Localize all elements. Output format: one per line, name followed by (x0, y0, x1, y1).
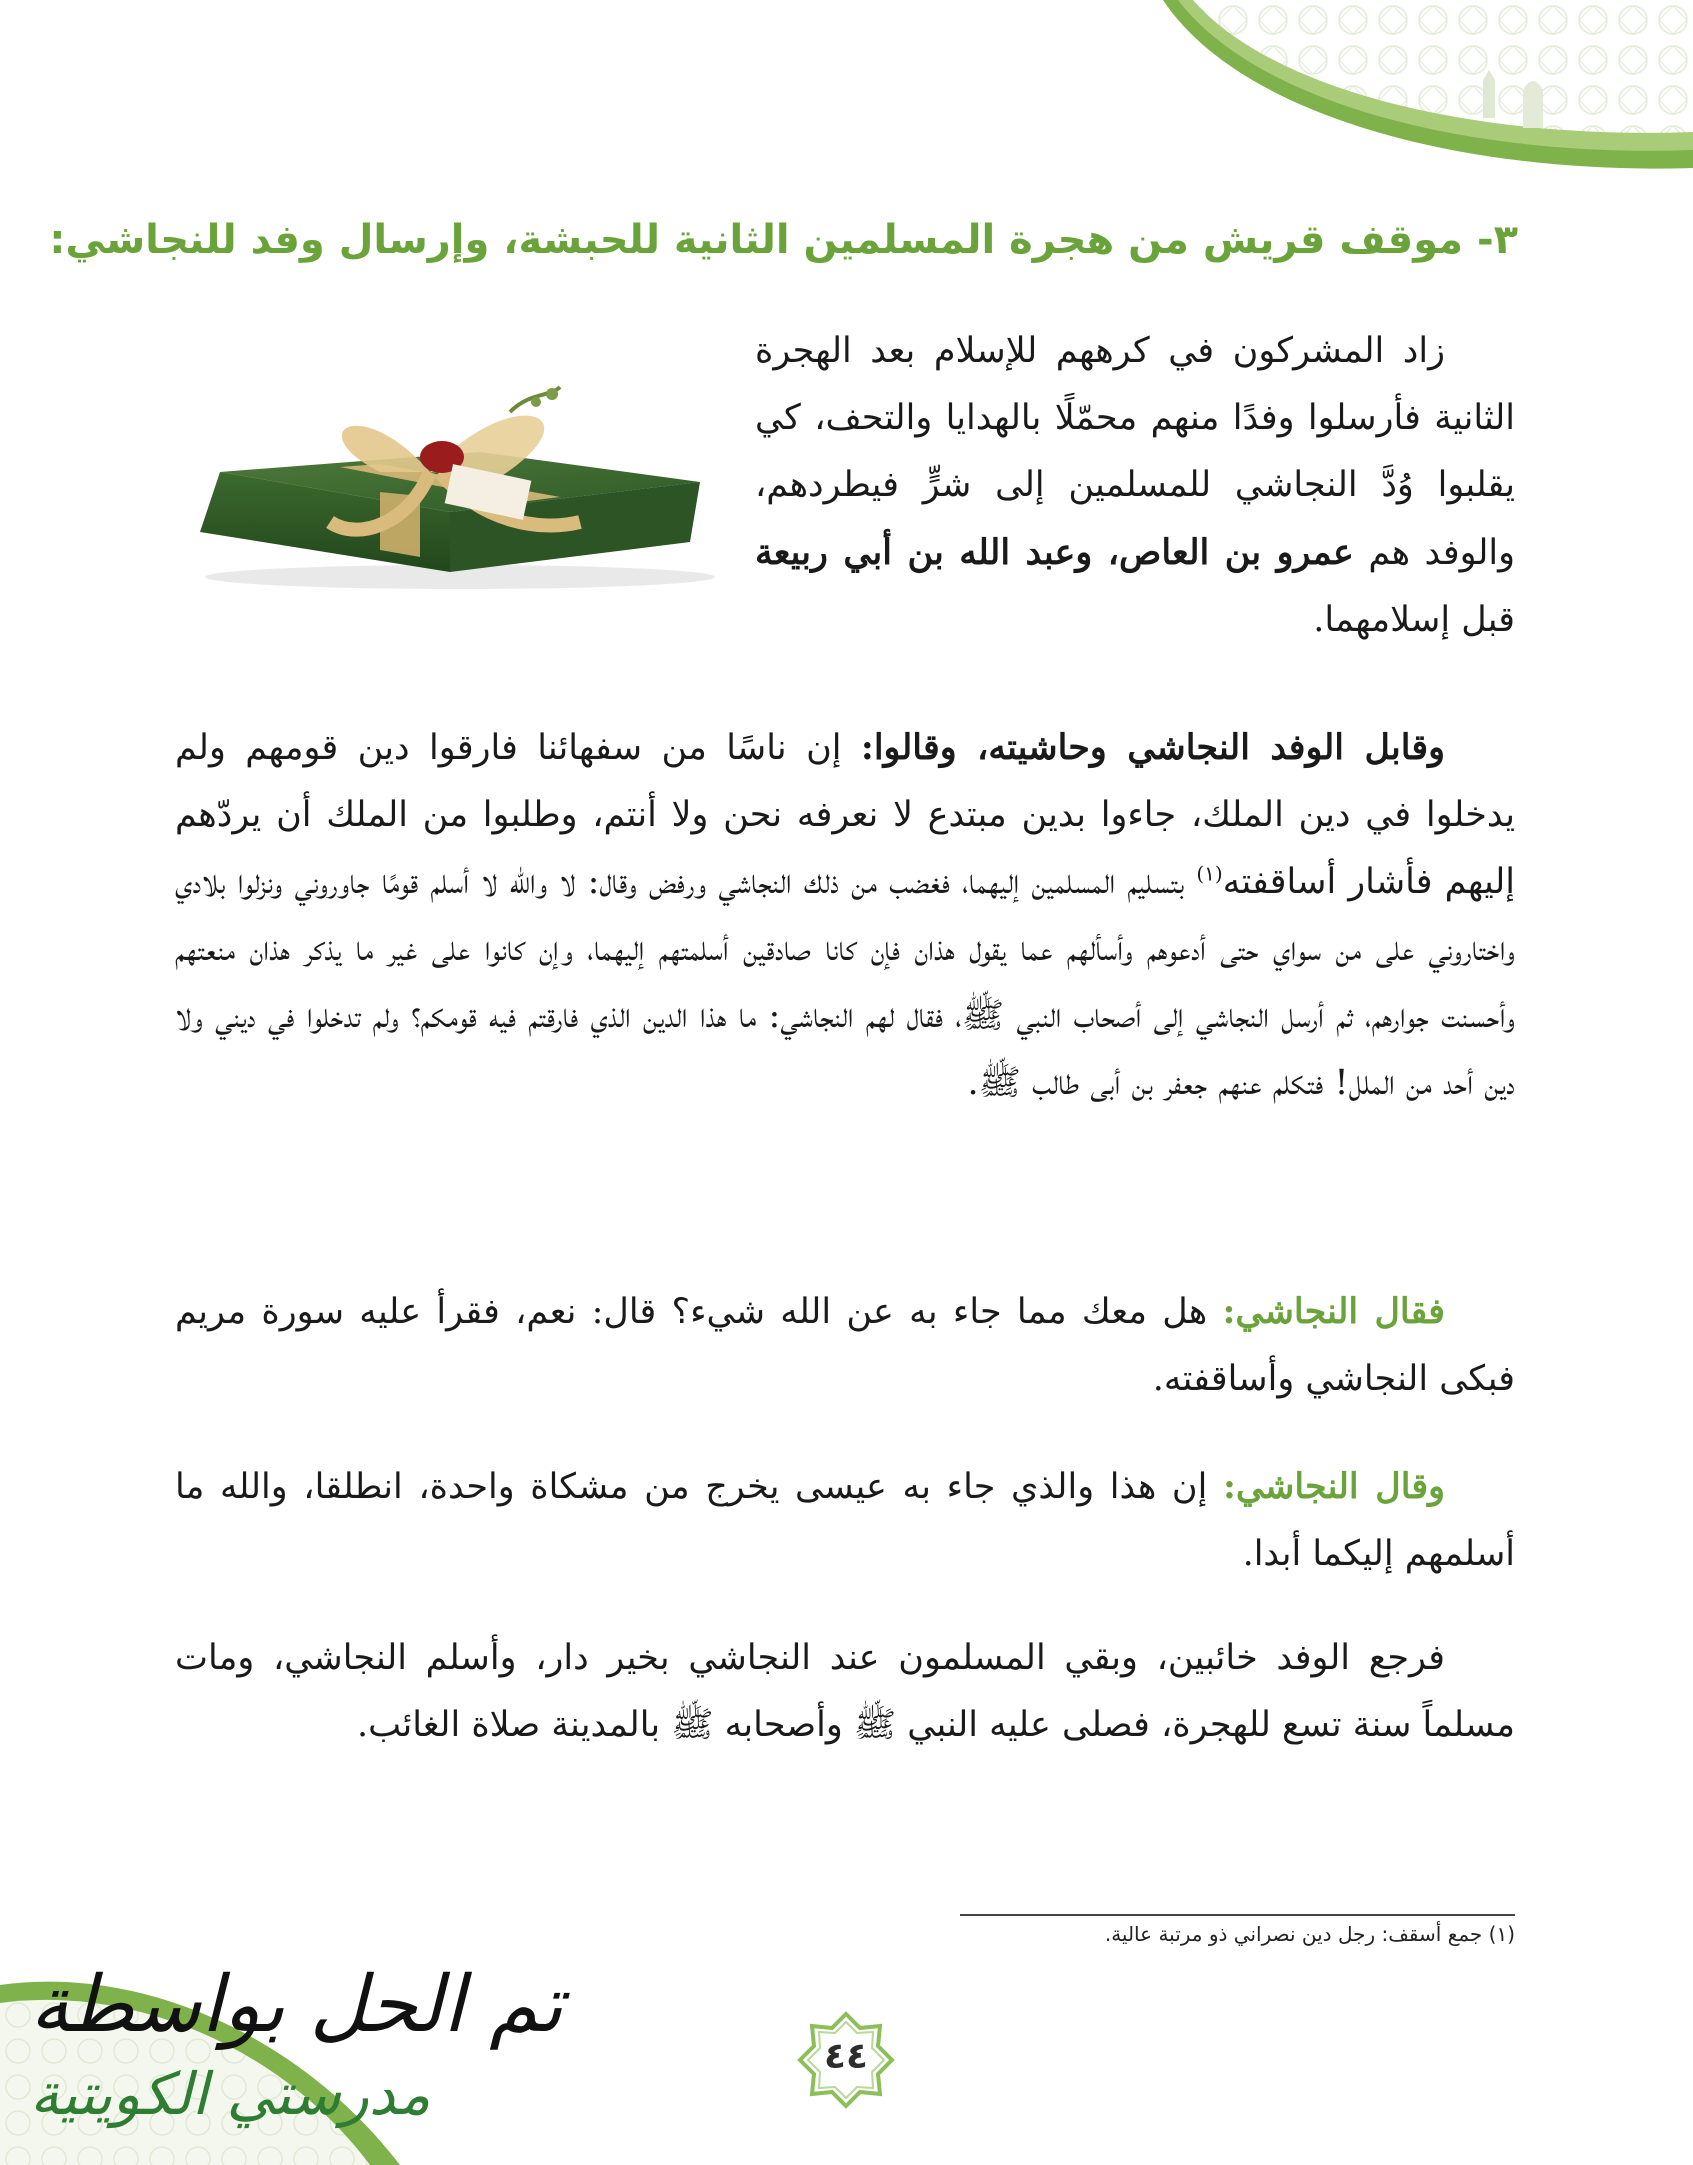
paragraph-text: إن هذا والذي جاء به عيسى يخرج من مشكاة واحدة، انطلقا، والله ما أسلمهم إليكما أبدا. (175, 1467, 1515, 1574)
footnote: (١) جمع أسقف: رجل دين نصراني ذو مرتبة عالية. (1104, 1922, 1515, 1946)
footnote-reference[interactable]: (١) (1196, 861, 1223, 886)
top-ornament (1053, 0, 1693, 185)
footnote-divider (960, 1914, 1515, 1916)
intro-tail: قبل إسلامهما. (1313, 600, 1515, 640)
paragraph-lead: فقال النجاشي: (1222, 1291, 1445, 1332)
paragraph-text: فرجع الوفد خائبين، وبقي المسلمون عند النجاشي بخير دار، وأسلم النجاشي، ومات مسلماً سنة تسع للهجرة، فصلى عليه النبي ﷺ وأصحابه ﷺ بالمدينة صلاة الغائب. (175, 1638, 1515, 1745)
paragraph-delegation (175, 714, 1515, 1117)
paragraph-lead: وقال النجاشي: (1222, 1466, 1445, 1507)
paragraph-text: إن ناسًا من سفهائنا فارقوا دين قومهم ولم يدخلوا في دين الملك، جاءوا بدين مبتدع لا نعرفه نحن ولا أنتم، وطلبوا من الملك أن يردّهم إليهم فأشار أساقفته (175, 728, 1515, 902)
intro-paragraph (755, 318, 1515, 654)
watermark-line-1: تم الحل بواسطة (30, 1960, 563, 2050)
paragraph-lead: وقابل الوفد النجاشي وحاشيته، وقالوا: (860, 727, 1445, 768)
intro-text: زاد المشركون في كرههم للإسلام بعد الهجرة الثانية فأرسلوا وفدًا منهم محمّلًا بالهدايا والتحف، كي يقلبوا وُدَّ النجاشي للمسلمين إلى شرٍّ فيطردهم، والوفد هم (755, 331, 1515, 573)
paragraph-text: بتسليم المسلمين إليهما، فغضب من ذلك النجاشي ورفض وقال: لا والله لا أسلم قومًا جاوروني ونزلوا بلادي واختاروني على من سواي حتى أدعوهم وأسألهم عما يقول هذان فإن كانا صادقين أسلمتهم إليهما، وإن كانوا على غير ما يذكر هذان منعتهم وأحسنت جوارهم، ثم أرسل النجاشي إلى أصحاب النبي ﷺ، فقال لهم النجاشي: ما هذا الدين الذي فارقتم فيه قومكم؟ ولم تدخلوا في ديني ولا دين أحد من الملل! فتكلم عنهم جعفر بن أبى طالب ﷺ. (175, 862, 1515, 1103)
watermark-line-2: مدرستي الكويتية (30, 2060, 431, 2128)
paragraph-najashi-statement (175, 1453, 1515, 1588)
intro-bold-names: عمرو بن العاص، وعبد الله بن أبي ربيعة (755, 532, 1354, 573)
paragraph-najashi-question (175, 1278, 1515, 1413)
paragraph-outcome (175, 1625, 1515, 1759)
page-number: ٤٤ (824, 2036, 868, 2077)
gift-box-image (180, 372, 735, 592)
section-title: ٣- موقف قريش من هجرة المسلمين الثانية للحبشة، وإرسال وفد للنجاشي: (49, 217, 1518, 263)
paragraph-text: هل معك مما جاء به عن الله شيء؟ قال: نعم، فقرأ عليه سورة مريم فبكى النجاشي وأساقفته. (175, 1292, 1515, 1399)
